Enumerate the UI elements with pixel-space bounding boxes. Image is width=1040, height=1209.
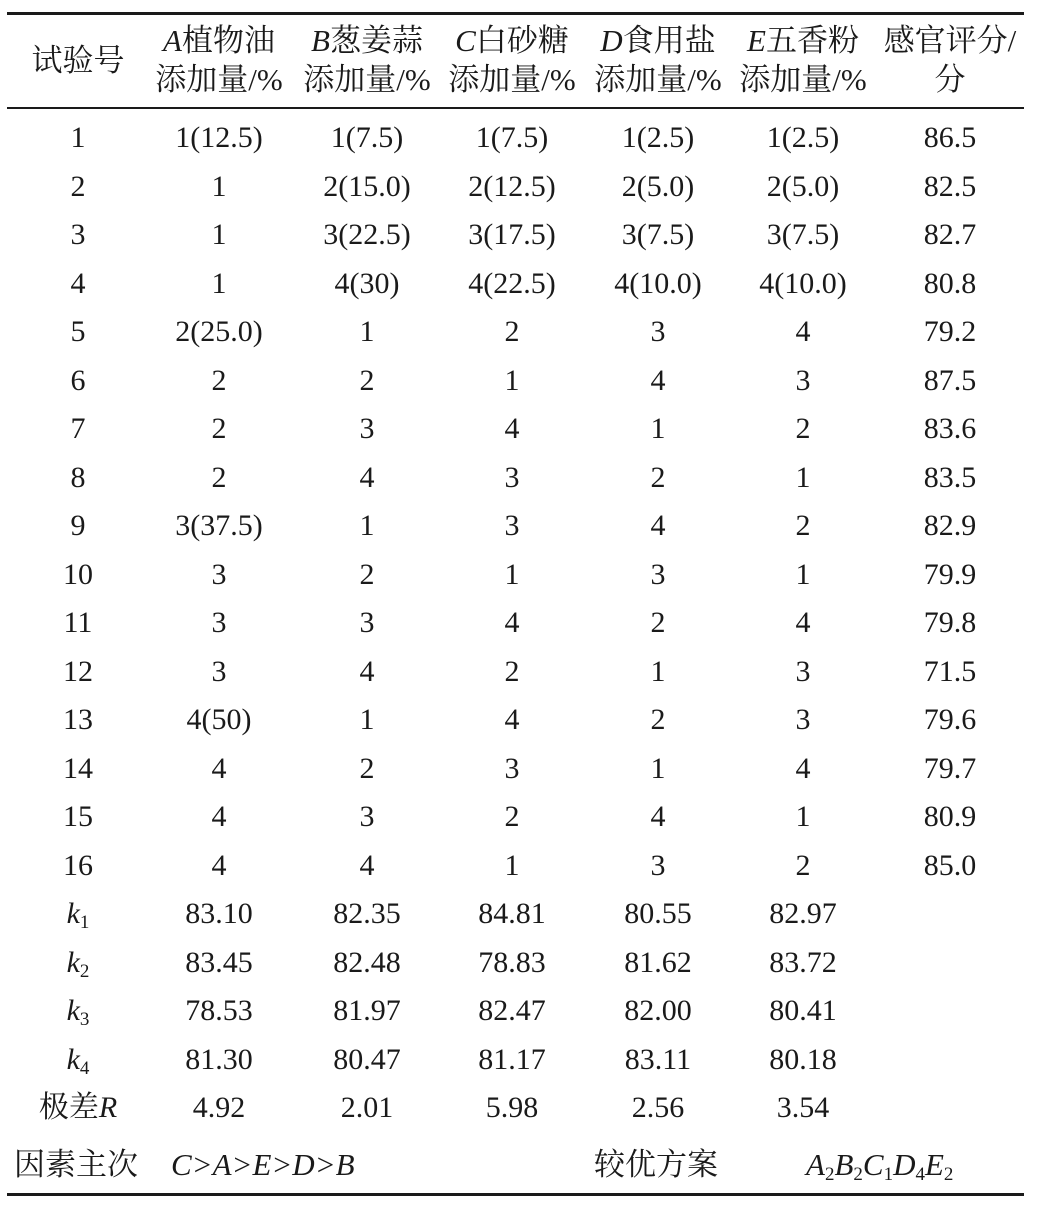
range-value: 3.54	[776, 1091, 830, 1124]
table-cell: 3	[211, 557, 227, 591]
k-row-label: $k_1$	[66, 897, 90, 933]
table-cell: 2	[211, 363, 227, 397]
table-cell: 4	[211, 848, 227, 882]
table-cell: 3	[650, 848, 666, 882]
table-cell: 7	[70, 412, 86, 445]
table-cell: 79.8	[923, 606, 977, 639]
k-value: 82.47	[478, 994, 546, 1027]
k-value: 82.00	[624, 994, 692, 1027]
factor-order-label: 因素主次	[14, 1147, 138, 1182]
factor-letter: C	[455, 23, 476, 58]
table-cell: 85.0	[923, 848, 977, 882]
k-value: 81.62	[624, 945, 692, 979]
column-header-unit: 分	[934, 62, 966, 97]
table-cell: 5	[70, 315, 86, 348]
table-cell: 3	[359, 800, 375, 833]
table-cell: 4	[795, 751, 811, 785]
table-cell: 3	[70, 218, 86, 251]
table-cell: 2	[70, 169, 86, 203]
k-value: 81.30	[185, 1042, 253, 1076]
table-cell: 2(12.5)	[468, 169, 556, 203]
table-cell: 2(15.0)	[323, 169, 411, 203]
table-cell: 4	[504, 703, 520, 736]
factor-order-value: C>A>E>D>B	[171, 1147, 355, 1182]
factor-letter: D	[600, 23, 623, 58]
table-cell: 4(30)	[334, 266, 400, 300]
table-cell: 3(22.5)	[323, 218, 411, 251]
table-cell: 79.6	[923, 703, 977, 736]
table-cell: 86.5	[923, 121, 977, 154]
table-cell: 4	[504, 412, 520, 445]
table-cell: 1	[211, 169, 227, 203]
table-cell: 87.5	[923, 363, 977, 397]
table-cell: 79.9	[923, 557, 977, 591]
table-cell: 1	[359, 703, 375, 736]
k-row-label: $k_2$	[66, 945, 90, 982]
table-cell: 3	[795, 654, 811, 688]
k-value: 78.53	[185, 994, 253, 1027]
table-cell: 3(7.5)	[621, 218, 695, 251]
table-cell: 4	[359, 460, 375, 494]
table-cell: 4	[650, 363, 666, 397]
k-value: 83.45	[185, 945, 253, 979]
table-cell: 4(10.0)	[759, 266, 847, 300]
table-cell: 3	[650, 315, 666, 348]
table-cell: 4	[211, 751, 227, 785]
table-cell: 4	[650, 509, 666, 542]
column-header-unit: 添加量/%	[594, 62, 722, 97]
table-cell: 3	[650, 557, 666, 591]
table-cell: 3	[359, 412, 375, 445]
range-row-label: 极差R	[38, 1091, 118, 1124]
table-cell: 80.8	[923, 266, 977, 300]
table-cell: 4	[359, 848, 375, 882]
table-cell: 2	[359, 751, 375, 785]
table-cell: 1	[359, 315, 375, 348]
table-cell: 71.5	[923, 654, 977, 688]
table-cell: 3	[359, 606, 375, 639]
table-cell: 6	[70, 363, 86, 397]
factor-letter: B	[311, 23, 330, 58]
table-cell: 3	[504, 509, 520, 542]
factor-letter: E	[747, 23, 766, 58]
table-cell: 1	[650, 751, 666, 785]
column-header: 试验号	[31, 43, 125, 78]
table-cell: 2	[650, 460, 666, 494]
table-cell: 2	[795, 509, 811, 542]
table-cell: 1	[359, 509, 375, 542]
table-cell: 4	[795, 315, 811, 348]
k-row-label: $k_3$	[66, 994, 90, 1030]
table-cell: 83.6	[923, 412, 977, 445]
table-cell: 1(2.5)	[766, 121, 840, 154]
table-cell: 11	[63, 606, 93, 639]
table-cell: 4	[70, 266, 86, 300]
column-header: E五香粉	[747, 23, 859, 58]
k-value: 80.47	[333, 1042, 401, 1076]
table-cell: 3	[795, 703, 811, 736]
table-cell: 4	[504, 606, 520, 639]
table-cell: 2	[795, 412, 811, 445]
k-value: 82.97	[769, 897, 837, 930]
table-cell: 2	[504, 800, 520, 833]
table-cell: 1	[650, 654, 666, 688]
table-cell: 1(7.5)	[330, 121, 404, 154]
table-cell: 9	[70, 509, 86, 542]
k-value: 84.81	[478, 897, 546, 930]
table-cell: 1	[795, 557, 811, 591]
k-value: 81.17	[478, 1042, 546, 1076]
optimal-scheme-value: $A_2B_2C_1D_4E_2$	[806, 1147, 954, 1185]
table-cell: 3(17.5)	[468, 218, 556, 251]
table-cell: 2(5.0)	[621, 169, 695, 203]
column-header: 感官评分/	[883, 23, 1017, 58]
k-value: 80.18	[769, 1042, 837, 1076]
table-cell: 1(7.5)	[475, 121, 549, 154]
table-cell: 4	[211, 800, 227, 833]
table-cell: 2	[650, 703, 666, 736]
table-cell: 3	[211, 606, 227, 639]
table-cell: 1	[650, 412, 666, 445]
table-cell: 8	[70, 460, 86, 494]
table-cell: 2	[359, 557, 375, 591]
table-cell: 2	[211, 412, 227, 445]
table-cell: 2	[359, 363, 375, 397]
table-cell: 4(50)	[186, 703, 252, 736]
table-cell: 14	[63, 751, 93, 785]
column-header-unit: 添加量/%	[739, 62, 867, 97]
table-cell: 13	[63, 703, 93, 736]
range-value: 5.98	[485, 1091, 539, 1124]
optimal-scheme-label: 较优方案	[594, 1147, 718, 1182]
table-cell: 3	[504, 751, 520, 785]
factor-letter: A	[163, 23, 182, 58]
table-cell: 80.9	[923, 800, 977, 833]
table-cell: 79.7	[923, 751, 977, 785]
column-header-unit: 添加量/%	[155, 62, 283, 97]
table-cell: 4(22.5)	[468, 266, 556, 300]
table-cell: 4	[795, 606, 811, 639]
k-value: 78.83	[478, 945, 546, 979]
table-cell: 4(10.0)	[614, 266, 702, 300]
table-cell: 83.5	[923, 460, 977, 494]
table-top-rule	[7, 12, 1024, 15]
table-cell: 1	[504, 848, 520, 882]
table-cell: 2	[650, 606, 666, 639]
k-value: 80.55	[624, 897, 692, 930]
table-cell: 1	[504, 363, 520, 397]
k-value: 83.11	[624, 1042, 692, 1076]
table-header-rule	[7, 107, 1024, 109]
column-header-unit: 添加量/%	[448, 62, 576, 97]
column-header: A植物油	[163, 23, 275, 58]
table-cell: 82.5	[923, 169, 977, 203]
table-cell: 12	[63, 654, 93, 688]
table-cell: 82.9	[923, 509, 977, 542]
table-cell: 1(12.5)	[175, 121, 263, 154]
table-cell: 3	[504, 460, 520, 494]
column-header: C白砂糖	[455, 23, 569, 58]
k-value: 81.97	[333, 994, 401, 1027]
table-cell: 3	[795, 363, 811, 397]
range-value: 4.92	[192, 1091, 246, 1124]
k-value: 83.10	[185, 897, 253, 930]
table-cell: 1	[795, 800, 811, 833]
table-cell: 2	[504, 654, 520, 688]
table-cell: 82.7	[923, 218, 977, 251]
table-cell: 10	[63, 557, 93, 591]
column-header: B葱姜蒜	[311, 23, 423, 58]
table-bottom-rule	[7, 1193, 1024, 1196]
table-cell: 1	[211, 218, 227, 251]
table-cell: 4	[359, 654, 375, 688]
k-row-label: $k_4$	[66, 1042, 90, 1079]
table-cell: 1	[504, 557, 520, 591]
column-header-unit: 添加量/%	[303, 62, 431, 97]
table-cell: 1(2.5)	[621, 121, 695, 154]
k-value: 82.35	[333, 897, 401, 930]
table-cell: 2	[211, 460, 227, 494]
range-value: 2.01	[340, 1091, 394, 1124]
table-cell: 3	[211, 654, 227, 688]
table-cell: 1	[795, 460, 811, 494]
table-cell: 1	[211, 266, 227, 300]
table-cell: 1	[70, 121, 86, 154]
table-cell: 2(5.0)	[766, 169, 840, 203]
table-cell: 79.2	[923, 315, 977, 348]
table-cell: 3(37.5)	[175, 509, 263, 542]
table-cell: 2	[795, 848, 811, 882]
table-cell: 2(25.0)	[175, 315, 263, 348]
k-value: 80.41	[769, 994, 837, 1027]
range-value: 2.56	[631, 1091, 685, 1124]
table-cell: 15	[63, 800, 93, 833]
table-cell: 2	[504, 315, 520, 348]
table-cell: 4	[650, 800, 666, 833]
table-cell: 16	[63, 848, 93, 882]
k-value: 82.48	[333, 945, 401, 979]
table-cell: 3(7.5)	[766, 218, 840, 251]
column-header: D食用盐	[600, 23, 716, 58]
k-value: 83.72	[769, 945, 837, 979]
